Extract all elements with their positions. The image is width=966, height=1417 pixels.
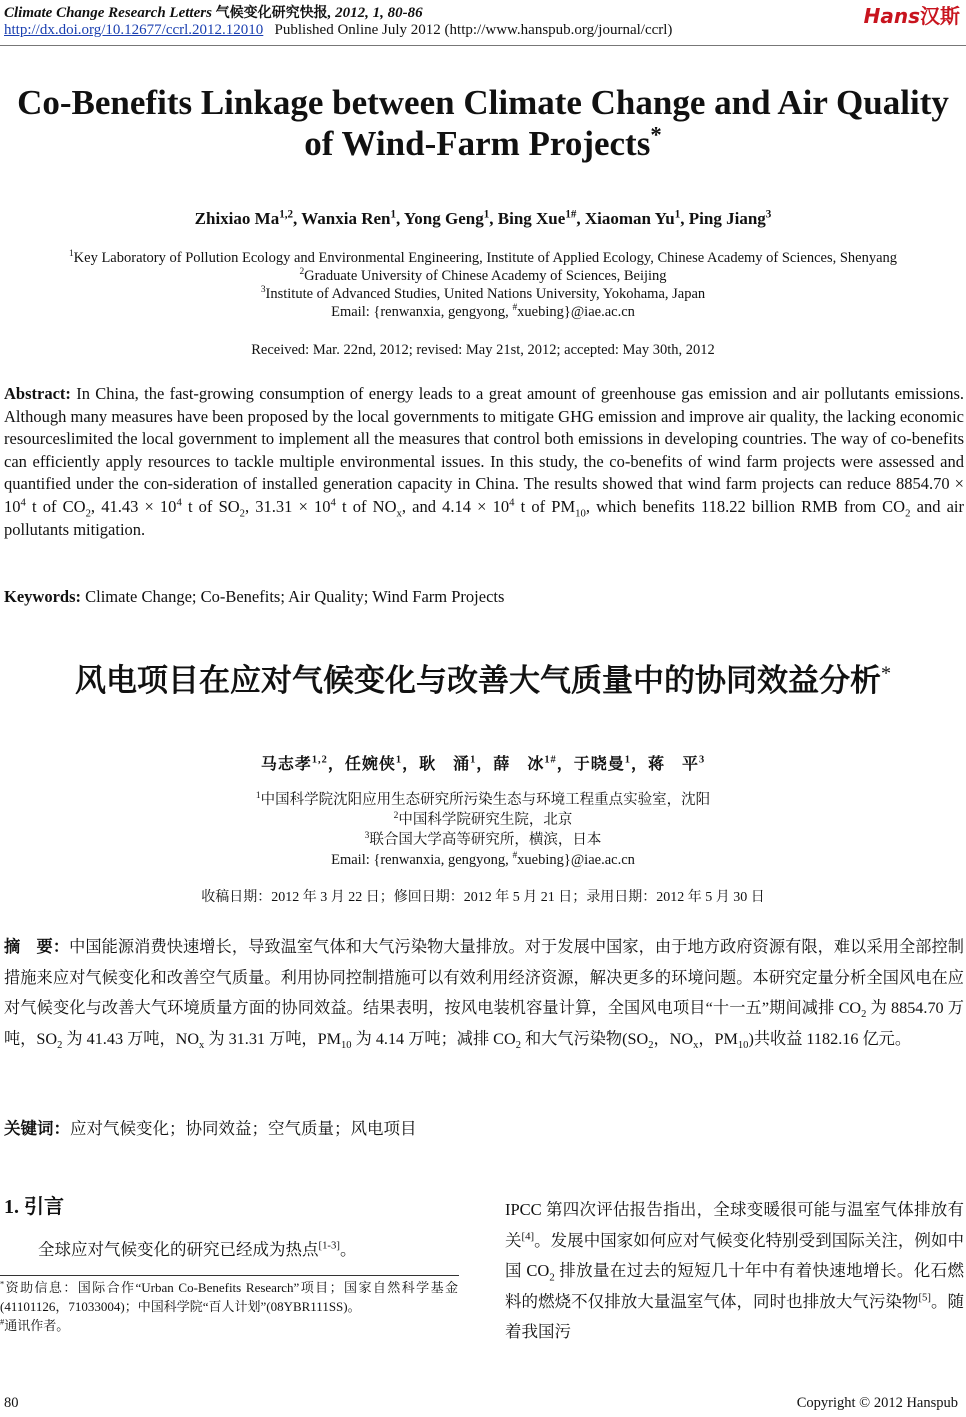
intro-right-text: IPCC 第四次评估报告指出，全球变暖很可能与温室气体排放有关[4]。发展中国家如何应对气候变化特别受到国际关注，例如中国 $CO_2$ 排放量在过去的短短几十年中有着快速地增长。化石燃料的燃烧不仅排放大量温室气体，同时也排放大气污染物[5]。随着我国污 <box>505 1200 965 1341</box>
author-cn: 蒋 平$^3$ <box>647 754 706 773</box>
received-dates: Received: Mar. 22nd, 2012; revised: May 21st, 2012; accepted: May 30th, 2012 <box>251 342 715 358</box>
page-number: 80 <box>4 1395 19 1411</box>
author-cn: 耿 涌$^1$， <box>419 754 494 773</box>
title-footnote-mark: * <box>650 122 662 148</box>
author-cn: 薛 冰$^{1\#}$， <box>493 754 574 773</box>
section-title: 1. 引言 <box>4 1196 64 1218</box>
header-divider <box>0 45 966 46</box>
copyright: Copyright © 2012 Hanspub <box>796 1395 958 1411</box>
keywords-label: Keywords: <box>4 587 81 606</box>
abstract-label: Abstract: <box>4 384 71 403</box>
footnotes <box>0 1278 458 1335</box>
author: Xiaoman Yu$^1$, <box>584 208 689 228</box>
affiliation-1: $^1$Key Laboratory of Pollution Ecology and Environmental Engineering, Institute of Applied Ecology, Chinese Academy of Sciences, Shenyang <box>68 249 898 266</box>
published-info: Published Online July 2012 (http://www.hanspub.org/journal/ccrl) <box>274 22 673 38</box>
keywords-label-cn: 关键词： <box>4 1119 70 1138</box>
author: Ping Jiang$^3$ <box>688 208 772 228</box>
title-line-2: of Wind-Farm Projects <box>304 124 651 163</box>
affiliation-cn-1: $^1$中国科学院沈阳应用生态研究所污染生态与环境工程重点实验室，沈阳 <box>255 791 711 808</box>
citation: [5] <box>918 1291 931 1303</box>
abstract-label-cn: 摘 要： <box>4 938 70 956</box>
title-line-1: Co-Benefits Linkage between Climate Change and Air Quality <box>17 83 949 122</box>
journal-header <box>4 2 423 22</box>
journal-name: Climate Change Research Letters <box>4 5 212 21</box>
abstract-cn: 摘 要：中国能源消费快速增长，导致温室气体和大气污染物大量排放。对于发展中国家，由于地方政府资源有限，难以采用全部控制措施来应对气候变化和改善空气质量。利用协同控制措施可以有效利用经济资源，解决更多的环境问题。本研究定量分析全国风电在应对气候变化与改善大气环境质量方面的协同效益。结果表明，按风电装机容量计算，全国风电项目“十一五”期间减排 $CO_2$ 为 8854.70 万吨，$SO_2$ 为 41.43 万吨，$NO_x$ 为 31.31 万吨，$PM_{10}$ 为 4.14 万吨；减排 $CO_2$ 和大气污染物($SO_2$，$NO_x$，$PM_{10}$)共收益 1182.16 亿元。 <box>4 938 964 1051</box>
hans-logo <box>864 0 960 29</box>
logo-cn: 汉斯 <box>920 4 960 28</box>
author-list <box>0 209 966 229</box>
doi-link[interactable]: http://dx.doi.org/10.12677/ccrl.2012.12010 <box>4 22 264 38</box>
affiliation-2: $^2$Graduate University of Chinese Academy of Sciences, Beijing <box>299 267 667 284</box>
author-cn: 任婉侠$^1$， <box>344 754 420 773</box>
keywords: Keywords: Climate Change; Co-Benefits; Air Quality; Wind Farm Projects <box>4 587 505 606</box>
affiliation-cn-3: $^3$联合国大学高等研究所，横滨，日本 <box>364 831 602 848</box>
email-cn: Email: {renwanxia, gengyong, #xuebing}@iae.ac.cn <box>331 851 635 868</box>
intro-left-text: 全球应对气候变化的研究已经成为热点[1-3]。 <box>38 1239 357 1259</box>
paper-title <box>0 82 966 164</box>
abstract: Abstract: In China, the fast-growing consumption of energy leads to a great amount of greenhouse gas emission and air pollutants emissions. Although many measures have been proposed by the local governments to mitigate GHG emission and improve air quality, the lacking economic resourceslimited the local government to implement all the measures that control both emissions in developing countries. The way of co-benefits can efficiently apply resources to tackle multiple environmental issues. In this study, the co-benefits of wind farm projects were assessed and quantified under the con-sideration of installed generation capacity in China. The results showed that wind farm projects can reduce $8854.70 \times 10^4$ t of $CO_2$, $41.43 \times 10^4$ t of $SO_2$, $31.31 \times 10^4$ t of $NO_x$, and $4.14 \times 10^4$ t of $PM_{10}$, which benefits 118.22 billion RMB from $CO_2$ and air pollutants mitigation. <box>4 384 964 539</box>
author: Wanxia Ren$^1$, <box>301 208 404 228</box>
journal-issue: , 2012, 1, 80-86 <box>327 5 423 21</box>
author: Yong Geng$^1$, <box>403 208 498 228</box>
affiliation-cn-2: $^2$中国科学院研究生院，北京 <box>393 811 573 828</box>
author: Zhixiao Ma$^{1,2}$, <box>194 208 302 228</box>
logo-latin: Hans <box>863 4 920 28</box>
email: Email: {renwanxia, gengyong, #xuebing}@iae.ac.cn <box>331 303 635 320</box>
author: Bing Xue$^{1\#}$, <box>497 208 585 228</box>
citation: [4] <box>521 1230 535 1242</box>
received-dates-cn: 收稿日期：2012 年 3 月 22 日；修回日期：2012 年 5 月 21 日；录用日期：2012 年 5 月 30 日 <box>201 890 765 905</box>
author-cn: 于晓曼$^1$， <box>573 754 648 773</box>
footnote-divider <box>0 1275 459 1276</box>
footnote-funding: *资助信息：国际合作“Urban Co-Benefits Research”项目；国家自然科学基金(41101126，71033004)；中国科学院“百人计划”(08YBR111SS)。 <box>0 1278 458 1314</box>
keywords-cn: 关键词：应对气候变化；协同效益；空气质量；风电项目 <box>4 1119 417 1138</box>
author-cn: 马志孝$^{1,2}$， <box>260 754 345 773</box>
header-links <box>4 22 672 39</box>
footnote-corresponding: #通讯作者。 <box>0 1316 70 1333</box>
paper-title-cn: 风电项目在应对气候变化与改善大气质量中的协同效益分析* <box>74 662 892 699</box>
citation: [1-3] <box>318 1239 340 1252</box>
affiliation-3: $^3$Institute of Advanced Studies, United Nations University, Yokohama, Japan <box>260 285 706 302</box>
author-list-cn <box>0 751 966 774</box>
journal-name-cn: 气候变化研究快报 <box>215 5 328 21</box>
